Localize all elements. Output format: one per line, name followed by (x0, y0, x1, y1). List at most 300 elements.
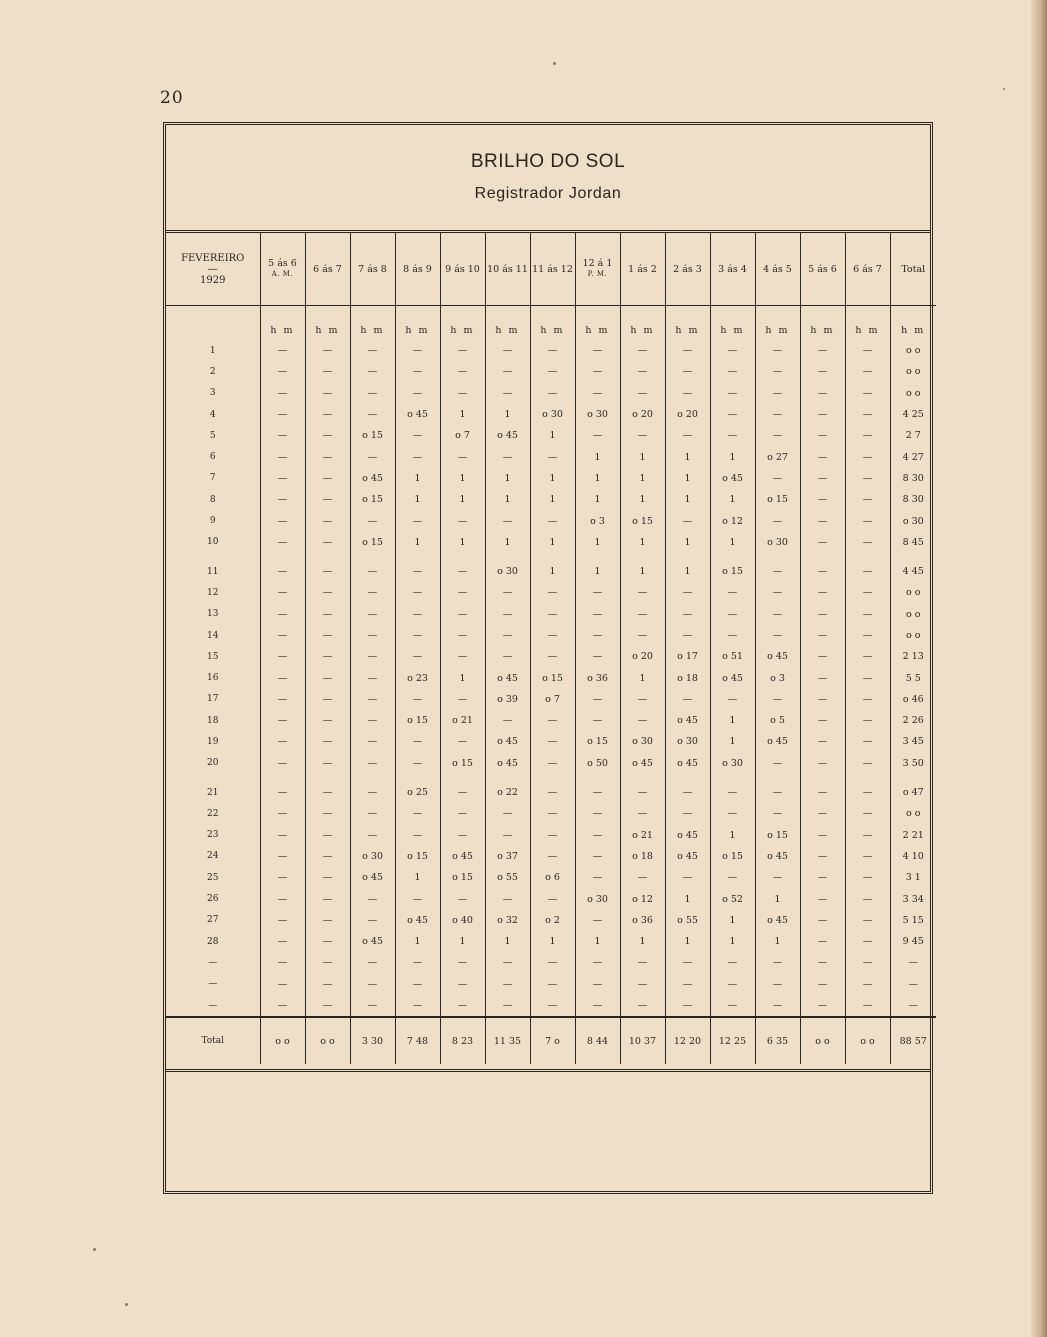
day-cell: 16 (207, 673, 219, 684)
hour-cell: 1 (485, 489, 530, 510)
hour-cell: — (530, 952, 575, 973)
hour-cell: — (260, 667, 305, 688)
spacer-cell (440, 774, 485, 782)
hour-cell: — (710, 689, 755, 710)
bottom-rule (166, 1069, 930, 1072)
hour-cell: — (440, 561, 485, 582)
unit-label: h m (350, 306, 395, 341)
hour-cell: — (845, 710, 890, 731)
hour-cell: — (485, 625, 530, 646)
hour-cell: — (395, 383, 440, 404)
table-row (166, 489, 936, 510)
day-cell: 19 (207, 736, 219, 747)
month-label: FEVEREIRO (181, 252, 245, 264)
hour-cell: — (305, 974, 350, 995)
hour-cell: — (305, 753, 350, 774)
total-cell: 8 23 (440, 1017, 485, 1064)
daily-total-cell: 2 21 (890, 825, 936, 846)
hour-cell: — (800, 489, 845, 510)
hour-cell: — (260, 582, 305, 603)
hour-cell: — (305, 561, 350, 582)
hour-cell: — (350, 604, 395, 625)
hour-cell: o 30 (575, 888, 620, 909)
daily-total-cell: o o (890, 383, 936, 404)
spacer-cell (350, 774, 395, 782)
hour-cell: — (305, 731, 350, 752)
hour-cell: — (575, 952, 620, 973)
day-cell: 4 (209, 409, 216, 420)
hour-cell: — (575, 582, 620, 603)
daily-total-cell: 9 45 (890, 931, 936, 952)
hour-cell: o 45 (755, 846, 800, 867)
hour-cell: — (530, 604, 575, 625)
hour-cell: o 55 (485, 867, 530, 888)
hour-cell: — (395, 689, 440, 710)
hour-cell: 1 (710, 532, 755, 553)
hour-cell: — (485, 383, 530, 404)
hour-cell: — (755, 952, 800, 973)
hour-cell: — (305, 383, 350, 404)
hour-cell: — (305, 952, 350, 973)
hour-cell: — (485, 803, 530, 824)
unit-label: h m (800, 306, 845, 341)
hour-cell: o 17 (665, 646, 710, 667)
hour-cell: — (485, 646, 530, 667)
column-header (710, 233, 755, 306)
page-number: 20 (160, 88, 184, 108)
hour-cell: 1 (620, 931, 665, 952)
hour-cell: — (440, 825, 485, 846)
hour-cell: — (800, 468, 845, 489)
hour-cell: o 15 (350, 532, 395, 553)
daily-total-cell: o o (890, 340, 936, 361)
hour-cell: o 15 (440, 753, 485, 774)
hour-cell: — (800, 646, 845, 667)
hour-cell: — (485, 952, 530, 973)
hour-cell: o 50 (575, 753, 620, 774)
hour-cell: o 45 (755, 731, 800, 752)
hour-cell: — (485, 604, 530, 625)
hour-cell: — (575, 710, 620, 731)
daily-total-cell: — (890, 995, 936, 1017)
total-label: Total (166, 1017, 260, 1064)
table-row (166, 931, 936, 952)
hour-cell: o 15 (530, 667, 575, 688)
unit-label: h m (890, 306, 936, 341)
spacer-cell (890, 553, 936, 561)
daily-total-cell: 5 5 (890, 667, 936, 688)
daily-total-cell: 3 1 (890, 867, 936, 888)
hour-cell: — (800, 910, 845, 931)
hour-cell: — (530, 825, 575, 846)
hour-cell: — (845, 952, 890, 973)
hour-cell: o 15 (710, 846, 755, 867)
total-cell: 10 37 (620, 1017, 665, 1064)
day-cell: 10 (207, 537, 219, 548)
table-row (166, 646, 936, 667)
column-label: 5 ás 6 (268, 258, 297, 269)
table-row (166, 582, 936, 603)
daily-total-cell: 8 30 (890, 468, 936, 489)
column-header (350, 233, 395, 306)
hour-cell: — (260, 625, 305, 646)
hour-cell: — (575, 995, 620, 1017)
hour-cell: — (800, 340, 845, 361)
hour-cell: — (845, 340, 890, 361)
hour-cell: — (260, 995, 305, 1017)
hour-cell: — (665, 782, 710, 803)
total-cell: 3 30 (350, 1017, 395, 1064)
hour-cell: o 12 (710, 510, 755, 531)
spacer-cell (620, 774, 665, 782)
hour-cell: — (305, 931, 350, 952)
spacer-row (166, 774, 936, 782)
hour-cell: — (350, 825, 395, 846)
hour-cell: o 30 (575, 404, 620, 425)
hour-cell: o 45 (665, 825, 710, 846)
hour-cell: o 45 (350, 931, 395, 952)
units-spacer (166, 306, 260, 341)
daily-total-cell: o o (890, 361, 936, 382)
hour-cell: o 15 (395, 846, 440, 867)
hour-cell: 1 (620, 446, 665, 467)
table-row (166, 340, 936, 361)
hour-cell: 1 (575, 489, 620, 510)
column-label: 10 ás 11 (487, 263, 528, 275)
hour-cell: — (710, 782, 755, 803)
hour-cell: o 45 (350, 468, 395, 489)
title-block (166, 125, 930, 233)
column-header (440, 233, 485, 306)
hour-cell: — (305, 532, 350, 553)
unit-label: h m (665, 306, 710, 341)
day-cell: 7 (209, 473, 216, 484)
hour-cell: o 15 (710, 561, 755, 582)
hour-cell: o 6 (530, 867, 575, 888)
hour-cell: o 45 (485, 667, 530, 688)
hour-cell: o 12 (620, 888, 665, 909)
spacer-cell (305, 553, 350, 561)
hour-cell: — (350, 731, 395, 752)
hour-cell: o 15 (755, 825, 800, 846)
hour-cell: — (755, 361, 800, 382)
day-cell: 17 (207, 694, 219, 705)
day-cell: 27 (207, 915, 219, 926)
hour-cell: — (800, 995, 845, 1017)
hour-cell: — (440, 974, 485, 995)
daily-total-cell: o o (890, 604, 936, 625)
unit-label: h m (440, 306, 485, 341)
hour-cell: o 40 (440, 910, 485, 931)
hour-cell: — (800, 867, 845, 888)
hour-cell: — (845, 931, 890, 952)
hour-cell: o 25 (395, 782, 440, 803)
hour-cell: o 36 (575, 667, 620, 688)
column-header (530, 233, 575, 306)
hour-cell: — (800, 825, 845, 846)
daily-total-cell: 3 45 (890, 731, 936, 752)
page-subtitle: Registrador Jordan (474, 185, 622, 202)
hour-cell: o 45 (395, 404, 440, 425)
hour-cell: — (260, 952, 305, 973)
hour-cell: — (665, 689, 710, 710)
day-cell: 3 (209, 388, 216, 399)
hour-cell: 1 (575, 561, 620, 582)
month-dash: — (207, 263, 218, 275)
day-cell: — (208, 979, 218, 990)
column-header (620, 233, 665, 306)
hour-cell: — (260, 561, 305, 582)
hour-cell: — (800, 782, 845, 803)
hour-cell: — (845, 561, 890, 582)
hour-cell: — (395, 340, 440, 361)
table-row (166, 952, 936, 973)
hour-cell: — (305, 803, 350, 824)
hour-cell: — (800, 383, 845, 404)
hour-cell: o 5 (755, 710, 800, 731)
hour-cell: o 27 (755, 446, 800, 467)
spacer-cell (350, 553, 395, 561)
hour-cell: 1 (575, 446, 620, 467)
hour-cell: — (620, 974, 665, 995)
spacer-cell (800, 774, 845, 782)
hour-cell: 1 (485, 404, 530, 425)
column-label: 5 ás 6 (808, 263, 837, 275)
hour-cell: 1 (530, 532, 575, 553)
column-header (800, 233, 845, 306)
daily-total-cell: 4 10 (890, 846, 936, 867)
hour-cell: o 15 (755, 489, 800, 510)
hour-cell: — (350, 803, 395, 824)
year-label: 1929 (200, 274, 226, 286)
hour-cell: — (305, 582, 350, 603)
hour-cell: — (800, 404, 845, 425)
total-cell: 7 48 (395, 1017, 440, 1064)
hour-cell: — (845, 446, 890, 467)
total-cell: 7 o (530, 1017, 575, 1064)
hour-cell: — (305, 340, 350, 361)
spacer-cell (890, 774, 936, 782)
day-cell: 8 (209, 494, 216, 505)
header-row (166, 233, 936, 306)
hour-cell: — (800, 803, 845, 824)
table-row (166, 361, 936, 382)
hour-cell: o 30 (485, 561, 530, 582)
hour-cell: — (530, 782, 575, 803)
hour-cell: — (755, 340, 800, 361)
hour-cell: — (575, 825, 620, 846)
hour-cell: — (485, 974, 530, 995)
hour-cell: — (755, 625, 800, 646)
day-cell: 1 (209, 345, 216, 356)
unit-label: h m (395, 306, 440, 341)
hour-cell: — (800, 561, 845, 582)
daily-total-cell: o o (890, 625, 936, 646)
unit-label: h m (575, 306, 620, 341)
hour-cell: o 18 (620, 846, 665, 867)
hour-cell: 1 (755, 888, 800, 909)
table-row (166, 846, 936, 867)
hour-cell: — (800, 689, 845, 710)
hour-cell: — (800, 532, 845, 553)
column-label: 6 ás 7 (313, 263, 342, 275)
day-cell: 22 (207, 808, 219, 819)
column-header (305, 233, 350, 306)
unit-label: h m (620, 306, 665, 341)
hour-cell: — (395, 582, 440, 603)
hour-cell: o 15 (440, 867, 485, 888)
hour-cell: o 37 (485, 846, 530, 867)
hour-cell: — (440, 888, 485, 909)
hour-cell: — (755, 404, 800, 425)
hour-cell: — (485, 710, 530, 731)
unit-label: h m (845, 306, 890, 341)
hour-cell: — (845, 667, 890, 688)
hour-cell: — (575, 646, 620, 667)
spacer-cell (530, 553, 575, 561)
unit-label: h m (485, 306, 530, 341)
hour-cell: — (305, 782, 350, 803)
hour-cell: — (260, 510, 305, 531)
hour-cell: — (485, 510, 530, 531)
column-header (665, 233, 710, 306)
total-cell: o o (800, 1017, 845, 1064)
column-label: 1 ás 2 (628, 263, 657, 275)
hour-cell: — (575, 803, 620, 824)
hour-cell: — (620, 803, 665, 824)
hour-cell: o 51 (710, 646, 755, 667)
table-row (166, 888, 936, 909)
hour-cell: 1 (665, 888, 710, 909)
hour-cell: — (755, 468, 800, 489)
hour-cell: — (530, 340, 575, 361)
day-cell: — (208, 1000, 218, 1011)
day-cell: 14 (207, 630, 219, 641)
hour-cell: — (350, 888, 395, 909)
column-label: 4 ás 5 (763, 263, 792, 275)
day-cell: 11 (207, 566, 219, 577)
hour-cell: 1 (710, 446, 755, 467)
hour-cell: o 3 (755, 667, 800, 688)
hour-cell: — (350, 974, 395, 995)
spacer-cell (440, 553, 485, 561)
table-row (166, 753, 936, 774)
hour-cell: — (305, 995, 350, 1017)
hour-cell: — (485, 361, 530, 382)
hour-cell: o 52 (710, 888, 755, 909)
hour-cell: — (845, 803, 890, 824)
hour-cell: — (575, 340, 620, 361)
hour-cell: — (440, 604, 485, 625)
hour-cell: 1 (485, 931, 530, 952)
hour-cell: o 55 (665, 910, 710, 931)
hour-cell: — (620, 582, 665, 603)
unit-label: h m (530, 306, 575, 341)
column-label: Total (901, 263, 926, 275)
hour-cell: 1 (665, 561, 710, 582)
spacer-cell (395, 553, 440, 561)
hour-cell: — (260, 710, 305, 731)
hour-cell: — (350, 404, 395, 425)
hour-cell: — (800, 604, 845, 625)
hour-cell: o 45 (350, 867, 395, 888)
hour-cell: — (530, 803, 575, 824)
hour-cell: — (440, 689, 485, 710)
hour-cell: — (530, 361, 575, 382)
table-row (166, 710, 936, 731)
hour-cell: o 45 (710, 468, 755, 489)
hour-cell: — (260, 468, 305, 489)
hour-cell: o 2 (530, 910, 575, 931)
daily-total-cell: 5 15 (890, 910, 936, 931)
hour-cell: — (665, 361, 710, 382)
hour-cell: — (260, 383, 305, 404)
hour-cell: — (665, 974, 710, 995)
hour-cell: — (350, 710, 395, 731)
hour-cell: — (350, 667, 395, 688)
day-cell: 9 (209, 516, 216, 527)
daily-total-cell: 2 13 (890, 646, 936, 667)
spacer-cell (530, 774, 575, 782)
hour-cell: — (845, 582, 890, 603)
hour-cell: — (530, 582, 575, 603)
spacer-cell (665, 553, 710, 561)
hour-cell: 1 (395, 489, 440, 510)
daily-total-cell: — (890, 974, 936, 995)
hour-cell: o 15 (395, 710, 440, 731)
hour-cell: — (665, 383, 710, 404)
hour-cell: — (800, 710, 845, 731)
hour-cell: — (575, 974, 620, 995)
hour-cell: o 30 (620, 731, 665, 752)
spacer-cell (485, 774, 530, 782)
page-edge (1031, 0, 1047, 1337)
hour-cell: — (305, 910, 350, 931)
hour-cell: — (305, 425, 350, 446)
hour-cell: 1 (440, 468, 485, 489)
hour-cell: — (665, 604, 710, 625)
hour-cell: — (575, 625, 620, 646)
hour-cell: — (260, 340, 305, 361)
column-label: 12 á 1 (582, 258, 613, 269)
hour-cell: — (395, 510, 440, 531)
hour-cell: o 45 (755, 910, 800, 931)
hour-cell: — (755, 753, 800, 774)
hour-cell: — (620, 710, 665, 731)
column-header (890, 233, 936, 306)
hour-cell: — (440, 646, 485, 667)
table-row (166, 782, 936, 803)
hour-cell: o 30 (530, 404, 575, 425)
total-cell: 11 35 (485, 1017, 530, 1064)
spacer-cell (710, 553, 755, 561)
hour-cell: o 45 (485, 731, 530, 752)
column-sublabel: A. M. (271, 270, 294, 278)
daily-total-cell: 4 45 (890, 561, 936, 582)
hour-cell: — (845, 489, 890, 510)
hour-cell: — (350, 383, 395, 404)
hour-cell: — (260, 753, 305, 774)
column-header (845, 233, 890, 306)
hour-cell: — (305, 625, 350, 646)
hour-cell: — (260, 689, 305, 710)
hour-cell: — (845, 825, 890, 846)
hour-cell: — (530, 995, 575, 1017)
hour-cell: o 20 (620, 404, 665, 425)
hour-cell: 1 (620, 667, 665, 688)
table-row (166, 667, 936, 688)
spacer-cell (395, 774, 440, 782)
